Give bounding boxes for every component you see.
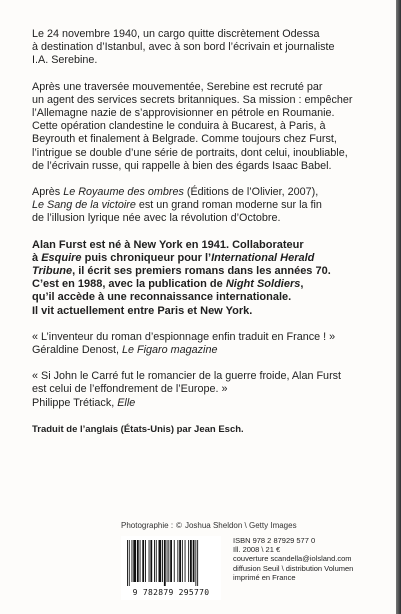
distribution: diffusion Seuil \ distribution Volumen xyxy=(233,563,354,573)
intro-line: Le 24 novembre 1940, un cargo quitte discrètement Odessa xyxy=(32,28,320,40)
story-line: l’Allemagne nazie de s’approvisionner en pétrole en Roumanie. xyxy=(32,107,335,120)
barcode-bar xyxy=(164,540,166,586)
barcode-bar xyxy=(177,540,178,582)
after-prefix: Après xyxy=(32,186,64,199)
barcode-bar xyxy=(150,540,152,582)
bio-text: , il écrit ses premiers romans dans les années 70. xyxy=(72,265,331,278)
story-line: de l’écrivain russe, qui rappelle à bien des égards Isaac Babel. xyxy=(32,159,332,172)
book-title-royaume: Le Royaume des ombres xyxy=(63,186,184,199)
publication-info xyxy=(233,536,353,582)
translator-credit: Traduit de l’anglais (États-Unis) par Jean Esch. xyxy=(32,423,244,435)
previous-book-paragraph xyxy=(32,186,376,226)
barcode-bar xyxy=(179,540,181,582)
magazine-esquire: Esquire xyxy=(41,251,82,264)
printed-in: imprimé en France xyxy=(233,572,296,582)
story-line: Cette opération clandestine le conduira à Bucarest, à Paris, à xyxy=(32,120,326,133)
intro-line: I.A. Serebine. xyxy=(32,54,98,67)
barcode-bar xyxy=(137,540,139,582)
bio-text: C’est en 1988, avec la publication de xyxy=(32,278,226,291)
page-edge-shadow xyxy=(396,0,401,614)
book-title-sang: Le Sang de la victoire xyxy=(32,199,136,212)
barcode-bar xyxy=(193,540,195,582)
after-suffix: (Éditions de l’Olivier, 2007), xyxy=(183,186,319,199)
quote-source: Le Figaro magazine xyxy=(122,344,218,357)
quote-author: Géraldine Denost, xyxy=(32,344,123,357)
story-line: Après une traversée mouvementée, Serebine est recruté par xyxy=(32,80,323,93)
barcode xyxy=(121,536,221,600)
barcode-bar xyxy=(190,540,192,582)
author-bio xyxy=(32,239,376,318)
barcode-bar xyxy=(142,540,144,582)
story-line: Beyrouth et finalement à Belgrade. Comme toujours chez Furst, xyxy=(32,133,337,146)
isbn: ISBN 978 2 87929 577 0 xyxy=(233,536,316,545)
barcode-bar xyxy=(156,540,157,582)
quote-text: est celui de l’effondrement de l’Europe. » xyxy=(32,383,228,396)
quote-text: « Si John le Carré fut le romancier de la guerre froide, Alan Furst xyxy=(32,370,342,383)
barcode-bar xyxy=(132,540,133,582)
barcode-bar xyxy=(185,540,186,582)
barcode-bar xyxy=(167,540,168,582)
bio-text: à xyxy=(32,251,42,264)
barcode-bar xyxy=(162,540,163,582)
barcode-bar xyxy=(145,540,146,582)
barcode-bar xyxy=(168,540,169,582)
barcode-number: 9 782879 295770 xyxy=(132,588,210,597)
barcode-bar xyxy=(129,540,130,586)
barcode-bar xyxy=(154,540,155,582)
newspaper-iht: International Herald xyxy=(211,251,315,264)
intro-paragraph xyxy=(32,28,376,68)
sang-line: de l’illusion lyrique née avec la révolution d’Octobre. xyxy=(32,212,281,225)
cover-credit: couverture scandella@iolsland.com xyxy=(233,554,352,564)
barcode-bar xyxy=(149,540,150,582)
photo-credit-name: Joshua Sheldon \ Getty Images xyxy=(184,521,297,530)
barcode-bar xyxy=(159,540,162,582)
barcode-bar xyxy=(195,540,196,586)
footer xyxy=(0,512,396,614)
bio-line: qu’il accède à une reconnaissance internationale. xyxy=(32,291,292,304)
story-line: un agent des services secrets britanniques. Sa mission : empêcher xyxy=(32,93,353,106)
barcode-bar xyxy=(133,540,136,582)
quote-text: « L’inventeur du roman d’espionnage enfin traduit en France ! » xyxy=(32,330,336,343)
photo-credit xyxy=(121,521,300,530)
quote-elle xyxy=(32,370,376,410)
story-paragraph xyxy=(32,81,376,173)
barcode-bar xyxy=(127,540,128,586)
book-title-night-soldiers: Night Soldiers xyxy=(225,278,301,291)
quote-figaro xyxy=(32,331,376,357)
barcode-bar xyxy=(188,540,189,582)
bio-line: Il vit actuellement entre Paris et New York. xyxy=(32,304,253,317)
newspaper-tribune: Tribune xyxy=(32,265,73,278)
bio-text: , xyxy=(300,278,304,291)
bio-line: Alan Furst est né à New York en 1941. Collaborateur xyxy=(32,238,304,251)
barcode-bar xyxy=(140,540,141,582)
cover-text xyxy=(32,28,376,449)
barcode-bar xyxy=(174,540,175,582)
story-line: l’intrigue se double d’une série de portraits, dont celui, inoubliable, xyxy=(32,146,348,159)
intro-line: à destination d’Istanbul, avec à son bord l’écrivain et journaliste xyxy=(32,41,335,54)
quote-source: Elle xyxy=(117,396,136,409)
illustration-price: Ill. 2008 \ 21 € xyxy=(233,545,281,555)
copyright-symbol: © xyxy=(176,521,182,530)
photo-label: Photographie : xyxy=(121,521,174,530)
bio-text: puis chroniqueur pour l’ xyxy=(81,251,212,264)
barcode-bar xyxy=(182,540,183,582)
quote-author: Philippe Trétiack, xyxy=(32,396,118,409)
sang-suffix: est un grand roman moderne sur la fin xyxy=(135,199,322,212)
barcode-bar xyxy=(170,540,172,582)
barcode-bars xyxy=(125,540,217,586)
barcode-bar xyxy=(197,540,198,586)
